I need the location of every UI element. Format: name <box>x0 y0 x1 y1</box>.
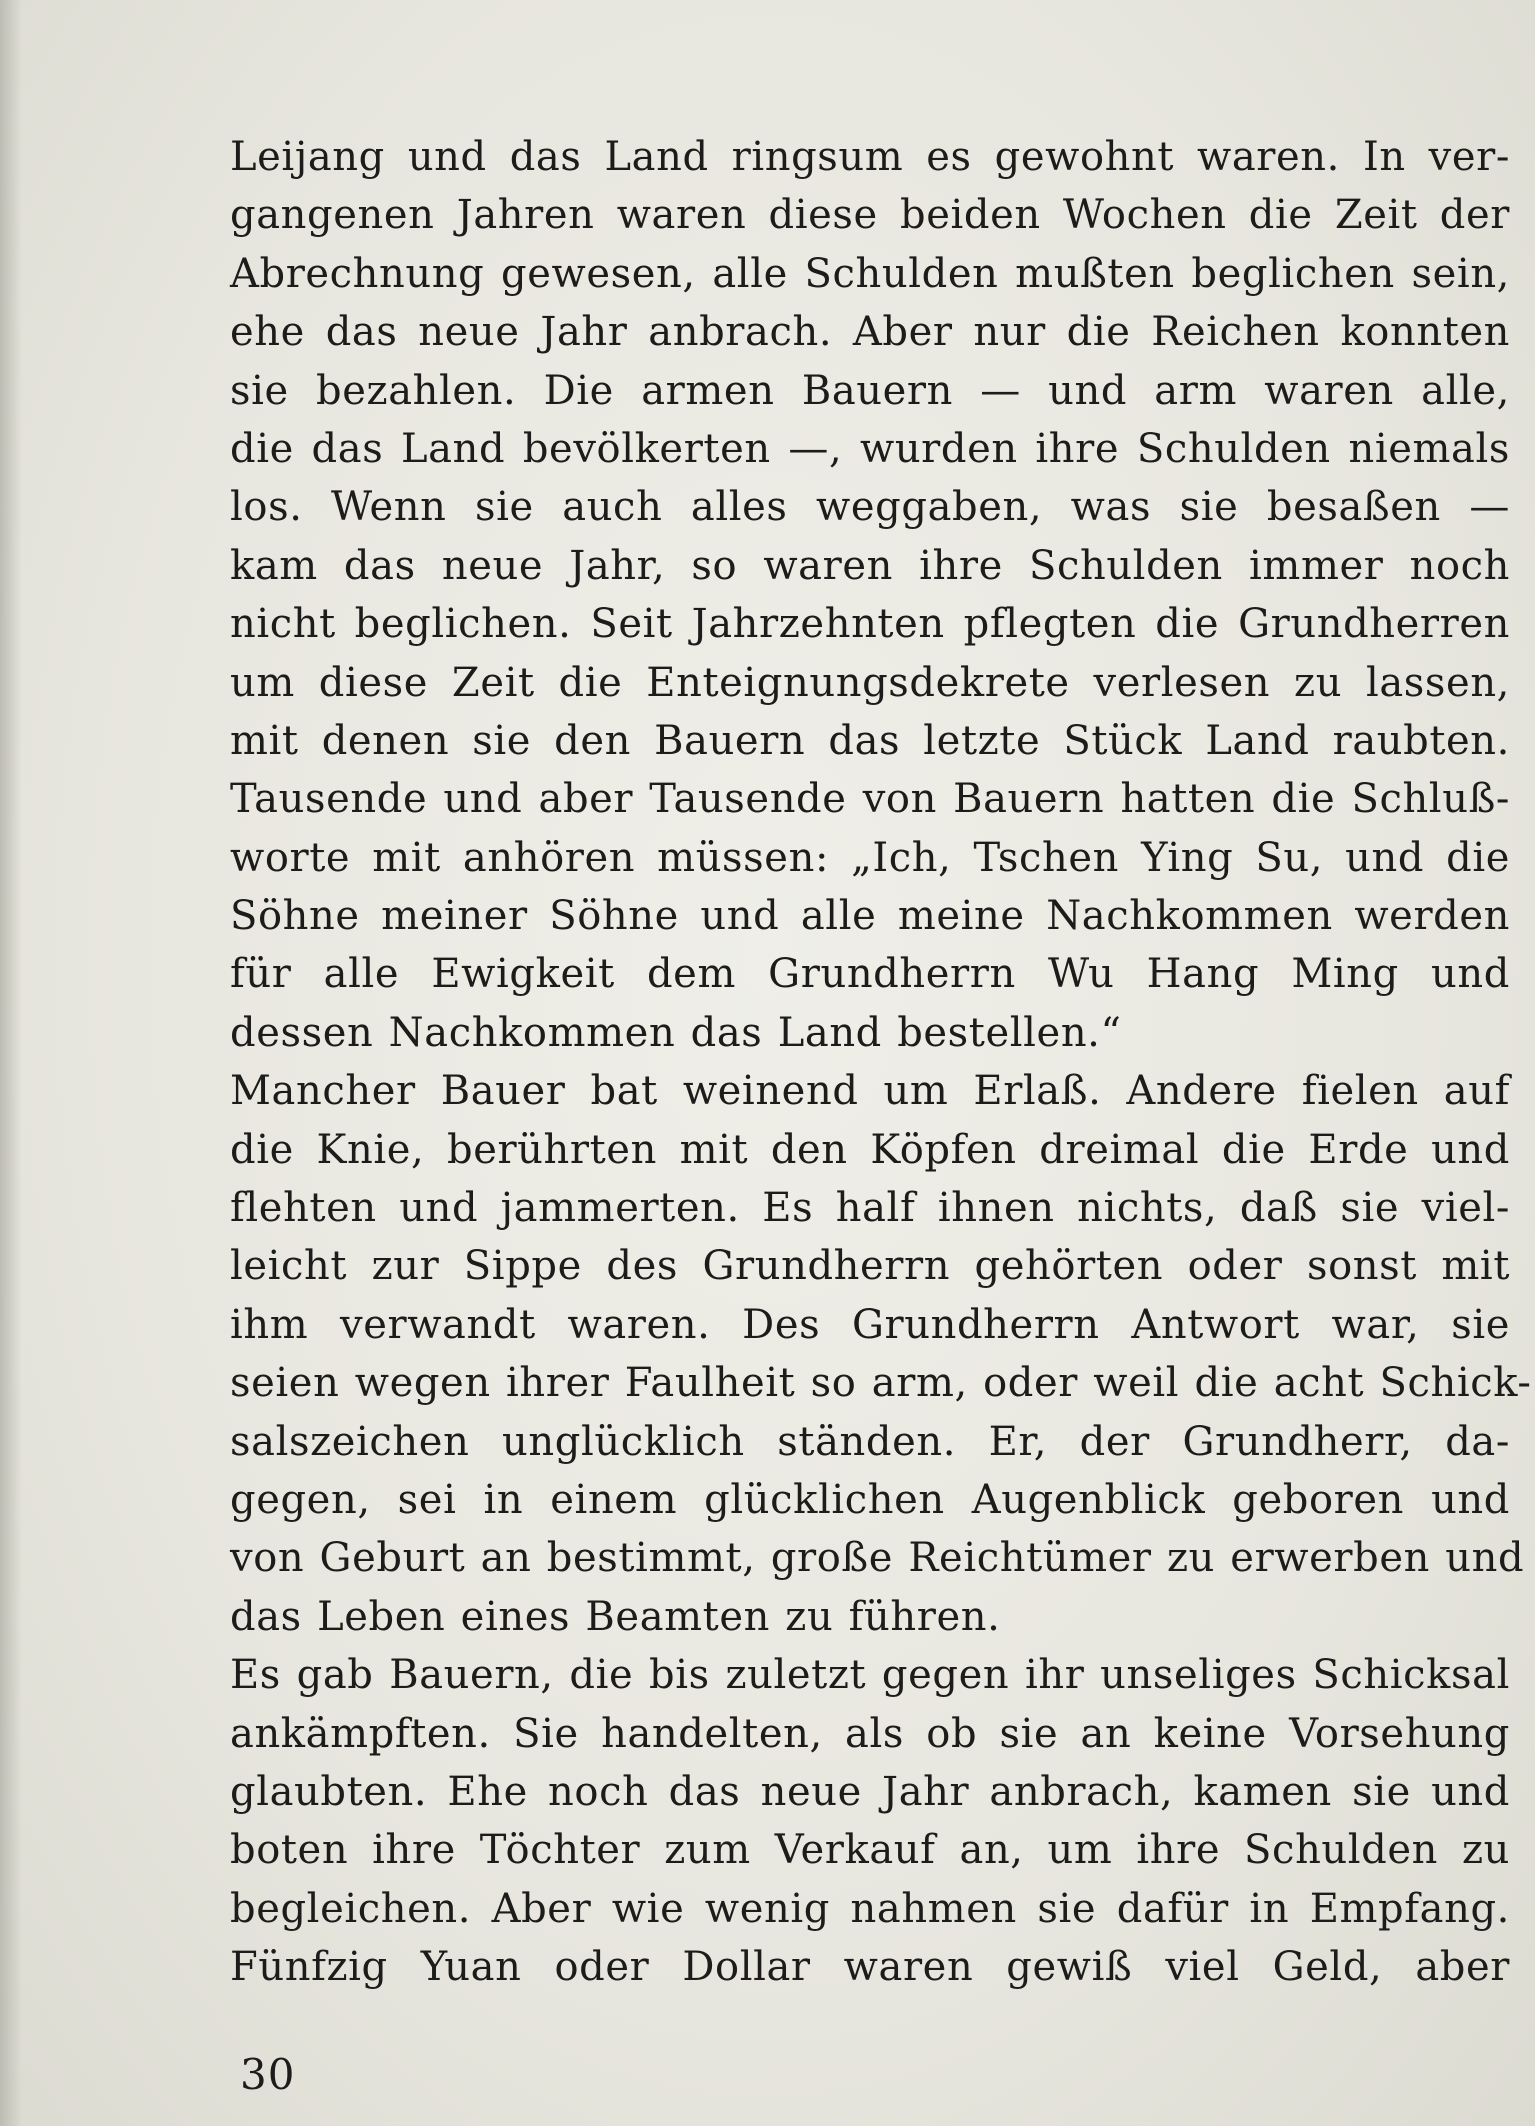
text-line: die das Land bevölkerten —, wurden ihre Schulden niemals <box>230 425 1510 472</box>
text-line: salszeichen unglücklich ständen. Er, der Grundherr, da- <box>230 1418 1510 1465</box>
text-line: Söhne meiner Söhne und alle meine Nachkommen werden <box>230 893 1510 940</box>
text-line: Mancher Bauer bat weinend um Erlaß. Andere fielen auf <box>230 1068 1510 1115</box>
text-line: Abrechnung gewesen, alle Schulden mußten beglichen sein, <box>230 250 1510 297</box>
text-line: die Knie, berührten mit den Köpfen dreimal die Erde und <box>230 1126 1510 1173</box>
text-line: worte mit anhören müssen: „Ich, Tschen Ying Su, und die <box>230 834 1510 881</box>
text-line: von Geburt an bestimmt, große Reichtümer zu erwerben und <box>230 1535 1525 1582</box>
text-line: ankämpften. Sie handelten, als ob sie an keine Vorsehung <box>230 1710 1510 1757</box>
text-line: Tausende und aber Tausende von Bauern hatten die Schluß- <box>230 776 1510 823</box>
body-text <box>230 128 1532 1997</box>
text-line: begleichen. Aber wie wenig nahmen sie dafür in Empfang. <box>230 1885 1510 1932</box>
text-line: mit denen sie den Bauern das letzte Stück Land raubten. <box>230 717 1510 764</box>
text-line: gangenen Jahren waren diese beiden Wochen die Zeit der <box>230 192 1510 239</box>
text-line: flehten und jammerten. Es half ihnen nichts, daß sie viel- <box>230 1185 1510 1232</box>
text-line: Leijang und das Land ringsum es gewohnt waren. In ver- <box>230 134 1510 180</box>
text-line: ehe das neue Jahr anbrach. Aber nur die Reichen konnten <box>230 309 1510 356</box>
text-line: glaubten. Ehe noch das neue Jahr anbrach, kamen sie und <box>230 1768 1510 1815</box>
text-line: Fünfzig Yuan oder Dollar waren gewiß viel Geld, aber <box>230 1944 1510 1991</box>
text-line: nicht beglichen. Seit Jahrzehnten pflegten die Grundherren <box>230 601 1510 648</box>
text-line: boten ihre Töchter zum Verkauf an, um ihre Schulden zu <box>230 1827 1510 1874</box>
text-line: sie bezahlen. Die armen Bauern — und arm waren alle, <box>230 367 1510 414</box>
text-line: leicht zur Sippe des Grundherrn gehörten oder sonst mit <box>230 1243 1510 1290</box>
text-line: kam das neue Jahr, so waren ihre Schulden immer noch <box>230 542 1510 589</box>
page-edge-shadow <box>0 0 22 2126</box>
text-line: um diese Zeit die Enteignungsdekrete verlesen zu lassen, <box>230 659 1510 706</box>
text-line: dessen Nachkommen das Land bestellen.“ <box>230 1009 1122 1056</box>
text-line: los. Wenn sie auch alles weggaben, was sie besaßen — <box>230 484 1510 531</box>
text-line: gegen, sei in einem glücklichen Augenblick geboren und <box>230 1476 1510 1523</box>
text-line: für alle Ewigkeit dem Grundherrn Wu Hang Ming und <box>230 951 1510 998</box>
text-line: das Leben eines Beamten zu führen. <box>230 1593 1001 1640</box>
text-line: ihm verwandt waren. Des Grundherrn Antwort war, sie <box>230 1301 1510 1348</box>
text-line: seien wegen ihrer Faulheit so arm, oder weil die acht Schick- <box>230 1360 1532 1407</box>
text-line: Es gab Bauern, die bis zuletzt gegen ihr unseliges Schicksal <box>230 1652 1510 1699</box>
page-number: 30 <box>240 2050 296 2099</box>
